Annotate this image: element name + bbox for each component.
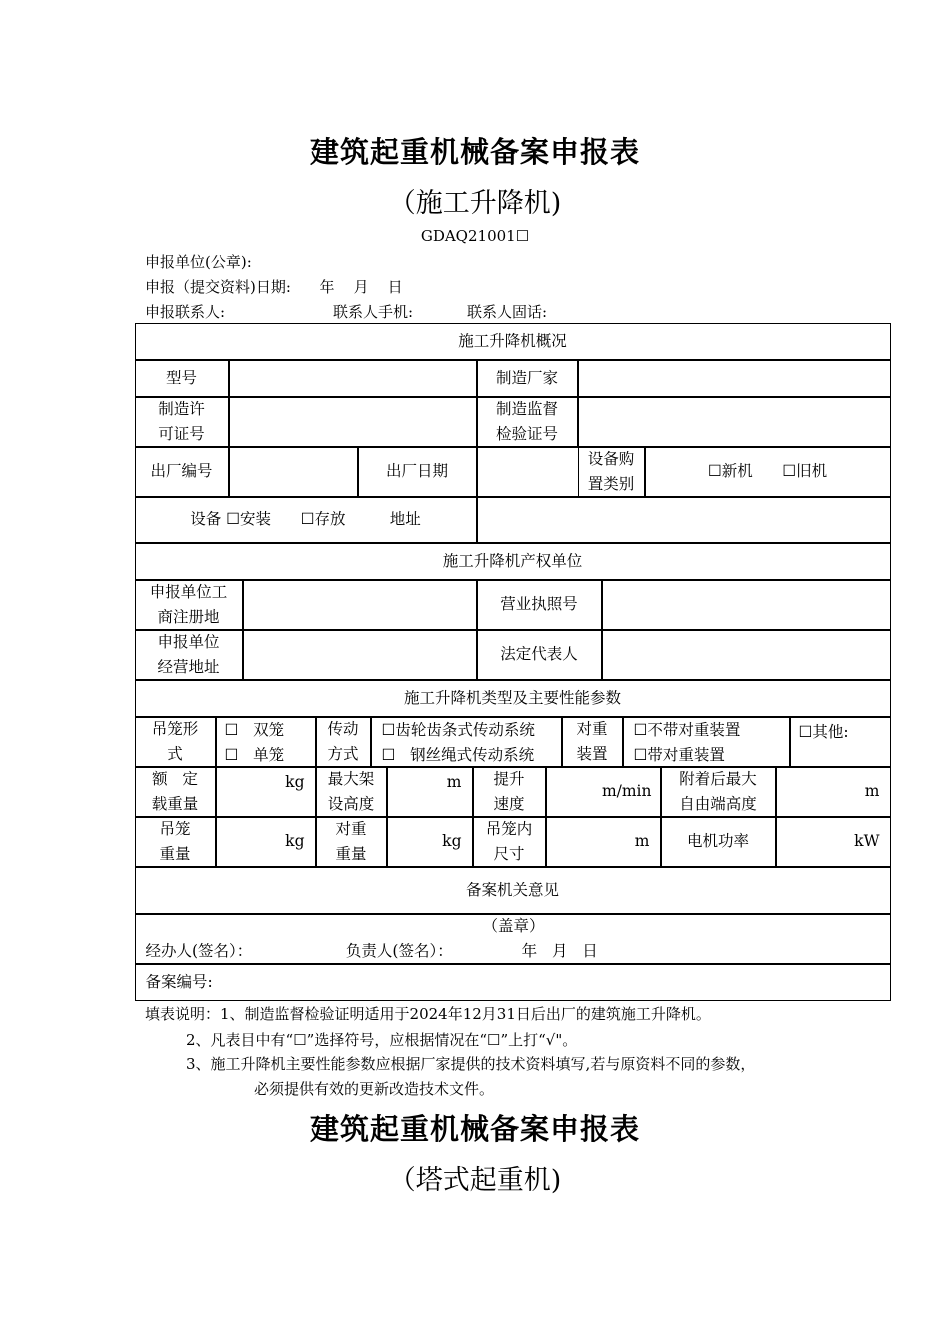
field-manufacture-license[interactable] xyxy=(229,397,477,447)
record-number[interactable]: 备案编号: xyxy=(135,964,891,1001)
section-parameters-heading: 施工升降机类型及主要性能参数 xyxy=(135,680,891,717)
note-1: 填表说明：1、制造监督检验证明适用于2024年12月31日后出厂的建筑施工升降机。 xyxy=(145,1005,711,1023)
label-motor-power: 电机功率 xyxy=(661,817,776,867)
header-contact: 申报联系人: xyxy=(145,303,226,321)
field-business-license[interactable] xyxy=(602,580,891,630)
label-counterweight: 对重 装置 xyxy=(562,717,623,767)
label-business-license: 营业执照号 xyxy=(477,580,602,630)
other-option[interactable]: ☐其他: xyxy=(790,717,891,767)
drive-type-options[interactable]: ☐齿轮齿条式传动系统 ☐ 钢丝绳式传动系统 xyxy=(371,717,562,767)
label-drive-type: 传动 方式 xyxy=(316,717,371,767)
field-address[interactable] xyxy=(477,497,891,543)
section-opinion-heading: 备案机关意见 xyxy=(135,867,891,914)
note-3: 3、施工升降机主要性能参数应根据厂家提供的技术资料填写,若与原资料不同的参数， xyxy=(186,1055,756,1073)
label-free-height: 附着后最大 自由端高度 xyxy=(661,767,776,817)
section-overview-heading: 施工升降机概况 xyxy=(135,323,891,360)
field-cage-size[interactable]: m xyxy=(546,817,661,867)
label-cage-size: 吊笼内 尺寸 xyxy=(473,817,546,867)
header-phone: 联系人固话: xyxy=(467,303,548,321)
field-maker[interactable] xyxy=(578,360,891,397)
label-counterweight-weight: 对重 重量 xyxy=(316,817,387,867)
document-subtitle: （施工升降机) xyxy=(388,188,562,219)
header-unit: 申报单位(公章): xyxy=(145,253,252,271)
note-4: 必须提供有效的更新改造技术文件。 xyxy=(254,1080,495,1098)
label-business-address: 申报单位 经营地址 xyxy=(135,630,243,680)
label-inspection-cert: 制造监督 检验证号 xyxy=(477,397,578,447)
label-manufacture-license: 制造许 可证号 xyxy=(135,397,229,447)
note-2: 2、凡表目中有“☐”选择符号，应根据情况在“☐”上打“√"。 xyxy=(186,1031,578,1049)
document-title: 建筑起重机械备案申报表 xyxy=(309,135,640,169)
field-free-height[interactable]: m xyxy=(776,767,891,817)
field-rated-load[interactable]: kg xyxy=(216,767,316,817)
cage-form-options[interactable]: ☐ 双笼 ☐ 单笼 xyxy=(216,717,316,767)
label-cage-weight: 吊笼 重量 xyxy=(135,817,216,867)
label-maker: 制造厂家 xyxy=(477,360,578,397)
seal-text: （盖章） xyxy=(482,916,545,935)
label-factory-date: 出厂日期 xyxy=(358,447,477,497)
counterweight-options[interactable]: ☐不带对重装置 ☐带对重装置 xyxy=(623,717,790,767)
header-mobile: 联系人手机: xyxy=(333,303,414,321)
label-lift-speed: 提升 速度 xyxy=(473,767,546,817)
field-legal-representative[interactable] xyxy=(602,630,891,680)
label-purchase-type: 设备购 置类别 xyxy=(578,447,645,497)
form-code: GDAQ21001☐ xyxy=(420,227,530,245)
label-legal-representative: 法定代表人 xyxy=(477,630,602,680)
label-max-height: 最大架 设高度 xyxy=(316,767,387,817)
field-lift-speed[interactable]: m/min xyxy=(546,767,661,817)
second-document-title: 建筑起重机械备案申报表 xyxy=(309,1112,640,1146)
header-date: 申报（提交资料)日期: 年 月 日 xyxy=(145,278,403,296)
section-owner-heading: 施工升降机产权单位 xyxy=(135,543,891,580)
field-inspection-cert[interactable] xyxy=(578,397,891,447)
field-counterweight-weight[interactable]: kg xyxy=(387,817,473,867)
field-cage-weight[interactable]: kg xyxy=(216,817,316,867)
field-model[interactable] xyxy=(229,360,477,397)
second-document-subtitle: （塔式起重机) xyxy=(388,1165,562,1196)
field-motor-power[interactable]: kW xyxy=(776,817,891,867)
signature-line: 经办人(签名）： 负责人(签名）： 年 月 日 xyxy=(145,941,598,960)
field-serial-number[interactable] xyxy=(229,447,358,497)
label-serial-number: 出厂编号 xyxy=(135,447,229,497)
signature-area[interactable] xyxy=(135,914,891,964)
label-registered-address: 申报单位工 商注册地 xyxy=(135,580,243,630)
field-business-address[interactable] xyxy=(243,630,477,680)
purchase-type-options[interactable]: ☐新机 ☐旧机 xyxy=(645,447,891,497)
label-model: 型号 xyxy=(135,360,229,397)
field-max-height[interactable]: m xyxy=(387,767,473,817)
equipment-state-options[interactable]: 设备 ☐安装 ☐存放 地址 xyxy=(135,497,477,543)
field-registered-address[interactable] xyxy=(243,580,477,630)
label-rated-load: 额 定 载重量 xyxy=(135,767,216,817)
label-cage-form: 吊笼形 式 xyxy=(135,717,216,767)
